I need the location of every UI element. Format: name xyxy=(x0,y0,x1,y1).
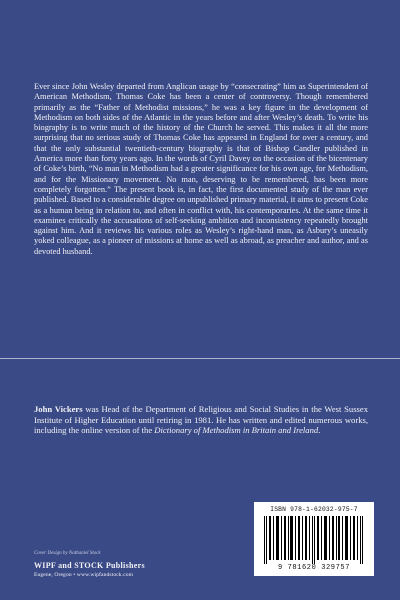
author-bio xyxy=(34,404,368,436)
publisher-location: Eugene, Oregon • www.wipfandstock.com xyxy=(34,572,134,578)
barcode-digits: 9 781620 329757 xyxy=(277,564,350,572)
dictionary-title: Dictionary of Methodism in Britain and Ireland xyxy=(154,425,319,436)
divider-line xyxy=(0,358,400,359)
author-bio-text: was Head of the Department of Religious and Social Studies in the West Sussex Institute of Higher Education until retiring in 1981. He has written and edited numerous works, including the online version of the xyxy=(34,404,368,436)
author-name: John Vickers xyxy=(34,404,83,414)
barcode-image xyxy=(262,516,366,564)
cover-design-credit: Cover Design by Nathaniel Stock xyxy=(34,551,101,556)
author-bio-end: . xyxy=(318,425,321,436)
isbn-barcode-box xyxy=(254,502,374,576)
isbn-label: ISBN 978-1-62032-975-7 xyxy=(270,506,358,513)
publisher-name: WIPF and STOCK Publishers xyxy=(34,561,145,570)
book-description: Ever since John Wesley departed from Anglican usage by “consecrating” him as Superintendent of American Methodism, Thomas Coke has been a center of controversy. Though remembered primarily as the “Father of Methodist missions,” he was a key figure in the development of Methodism on both sides of the Atlantic in the years before and after Wesley’s death. To write his biography is to write much of the history of the Church he served. This makes it all the more surprising that no serious study of Thomas Coke has appeared in England for over a century, and that the only substantial twentieth-century biography is that of Bishop Candler published in America more than forty years ago. In the words of Cyril Davey on the occasion of the bicentenary of Coke’s birth, “No man in Methodism had a greater significance for his own age, for Methodism, and for the Missionary movement. No man, deserving to be remembered, has been more completely forgotten.” The present book is, in fact, the first documented study of the man ever published. Based to a considerable degree on unpublished primary material, it aims to present Coke as a human being in relation to, and often in conflict with, his contemporaries. At the same time it examines critically the accusations of self-seeking ambition and inconsistency repeatedly brought against him. And it reviews his various roles as Wesley’s right-hand man, as Asbury’s uneasily yoked colleague, as a pioneer of missions at home as well as abroad, as preacher and author, and as devoted husband. xyxy=(34,82,368,256)
